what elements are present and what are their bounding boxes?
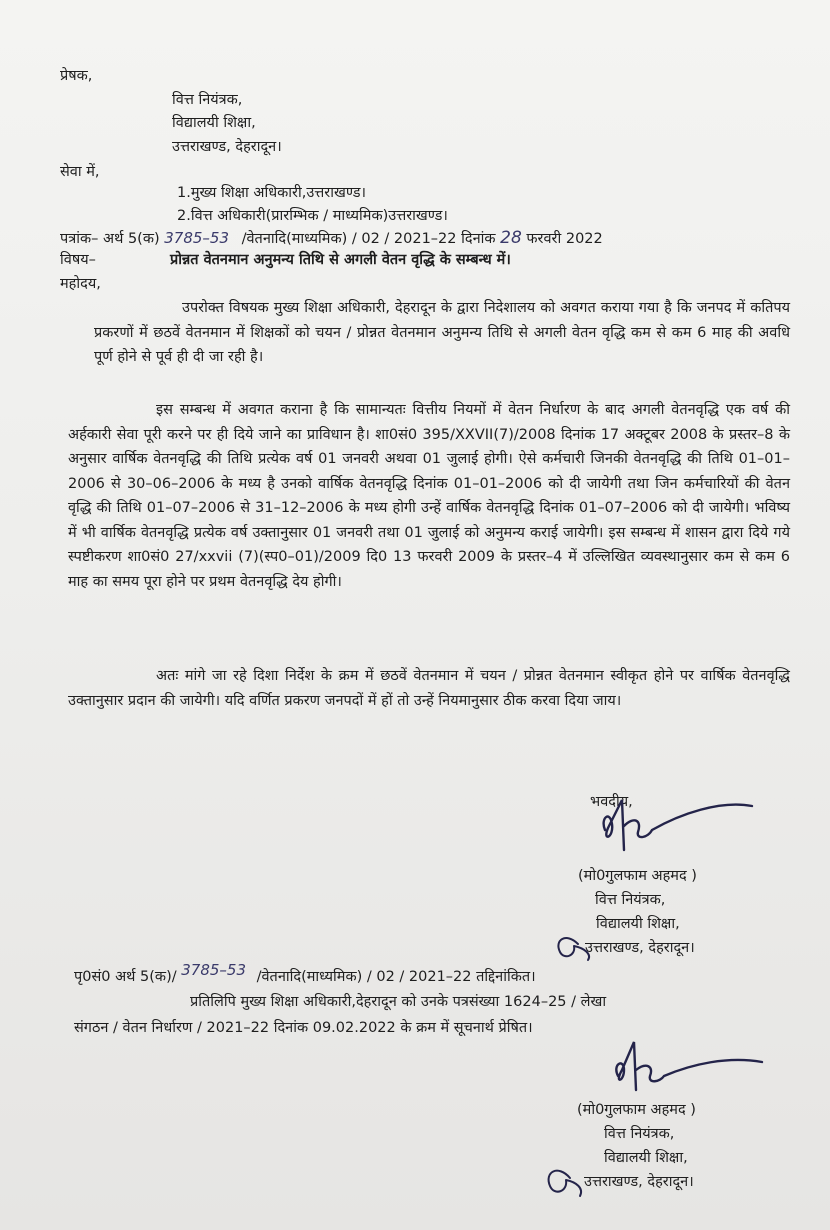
endorsement-line-1 [74,961,536,987]
signature-2 [600,1036,770,1096]
ref-handwritten-number: 3785–53 [164,229,229,247]
sender-line-2: विद्यालयी शिक्षा, [172,115,256,131]
ref-handwritten-day: 28 [500,228,522,248]
signatory2-designation: वित्त नियंत्रक, [604,1126,675,1142]
paragraph-3-text: अतः मांगे जा रहे दिशा निर्देश के क्रम में छठवें वेतनमान में चयन / प्रोन्नत वेतनमान स्वीकृत होने पर वार्षिक वेतनवृद्धि उक्तानुसार प्रदान की जायेगी। यदि वर्णित प्रकरण जनपदों में हों तो उन्हें नियमानुसार ठीक करवा दिया जाय। [68,668,790,709]
to-label: सेवा में, [60,164,100,180]
paragraph-1-text: उपरोक्त विषयक मुख्य शिक्षा अधिकारी, देहरादून के द्वारा निदेशालय को अवगत कराया गया है कि जनपद में कतिपय प्रकरणों में छठवें वेतनमान में शिक्षकों को चयन / प्रोन्नत वेतनमान अनुमन्य तिथि से अगली वेतन वृद्धि कम से कम 6 माह की अवधि पूर्ण होने से पूर्व ही दी जा रही है। [94,300,790,365]
signatory-department: विद्यालयी शिक्षा, [596,916,680,932]
initials-mark [548,924,598,964]
endorsement-rest: /वेतनादि(माध्यमिक) / 02 / 2021–22 तद्दिनांकित। [256,969,536,985]
paragraph-1 [94,296,790,370]
endorsement-prefix: पृ0सं0 अर्थ 5(क)/ [74,969,177,985]
closing: भवदीय, [590,794,633,810]
paragraph-2-text: इस सम्बन्ध में अवगत कराना है कि सामान्यतः वित्तीय नियमों में वेतन निर्धारण के बाद अगली वेतनवृद्धि एक वर्ष की अर्हकारी सेवा पूरी करने पर ही दिये जाने का प्राविधान है। शा0सं0 395/XXVII(7)/2008 दिनांक 17 अक्टूबर 2008 के प्रस्तर–8 के अनुसार वार्षिक वेतनवृद्धि की तिथि प्रत्येक वर्ष 01 जनवरी अथवा 01 जुलाई होगी। ऐसे कर्मचारी जिनकी वेतनवृद्धि की तिथि 01–01–2006 से 30–06–2006 के मध्य है उनको वार्षिक वेतनवृद्धि दिनांक 01–01–2006 को दी जायेगी तथा जिन कर्मचारियों की वेतन वृद्धि की तिथि 01–07–2006 से 31–12–2006 के मध्य होगी उन्हें वार्षिक वेतनवृद्धि दिनांक 01–07–2006 को दी जायेगी। भविष्य में भी वार्षिक वेतनवृद्धि प्रत्येक वर्ष उक्तानुसार 01 जनवरी तथा 01 जुलाई को अनुमन्य कराई जायेगी। इस सम्बन्ध में शासन द्वारा दिये गये स्पष्टीकरण शा0सं0 27/xxvii (7)(स्प0–01)/2009 दि0 13 फरवरी 2009 के प्रस्तर–4 में उल्लिखित व्यवस्थानुसार कम से कम 6 माह का समय पूरा होने पर प्रथम वेतनवृद्धि देय होगी। [68,402,790,590]
subject-text: प्रोन्नत वेतनमान अनुमन्य तिथि से अगली वेतन वृद्धि के सम्बन्ध में। [170,252,511,268]
endorsement-line-3: संगठन / वेतन निर्धारण / 2021–22 दिनांक 09.02.2022 के क्रम में सूचनार्थ प्रेषित। [74,1020,533,1036]
signatory-place: उत्तराखण्ड, देहरादून। [585,940,695,956]
signatory-name: (मो0गुलफाम अहमद ) [578,868,697,884]
signatory2-place: उत्तराखण्ड, देहरादून। [584,1174,694,1190]
ref-rest: /वेतनादि(माध्यमिक) / 02 / 2021–22 दिनांक [241,231,496,247]
paragraph-2 [68,398,790,594]
signature-1 [590,780,760,860]
subject-label: विषय– [60,252,96,268]
endorsement-line-2: प्रतिलिपि मुख्य शिक्षा अधिकारी,देहरादून को उनके पत्रसंख्या 1624–25 / लेखा [190,994,607,1010]
recipient-1: 1.मुख्य शिक्षा अधिकारी,उत्तराखण्ड। [177,185,366,201]
ref-prefix: पत्रांक– अर्थ 5(क) [60,231,160,247]
sender-line-3: उत्तराखण्ड, देहरादून। [172,139,282,155]
paragraph-3 [68,664,790,713]
recipient-2: 2.वित्त अधिकारी(प्रारम्भिक / माध्यमिक)उत्तराखण्ड। [177,208,448,224]
initials-mark-2 [538,1156,588,1200]
signatory2-department: विद्यालयी शिक्षा, [604,1150,688,1166]
signatory-designation: वित्त नियंत्रक, [595,892,666,908]
sender-line-1: वित्त नियंत्रक, [172,92,243,108]
ref-date-tail: फरवरी 2022 [526,231,603,247]
reference-line [60,228,603,249]
signatory2-name: (मो0गुलफाम अहमद ) [577,1102,696,1118]
salutation: महोदय, [60,276,101,292]
sender-label: प्रेषक, [60,68,93,84]
endorsement-handwritten-number: 3785–53 [181,961,246,979]
